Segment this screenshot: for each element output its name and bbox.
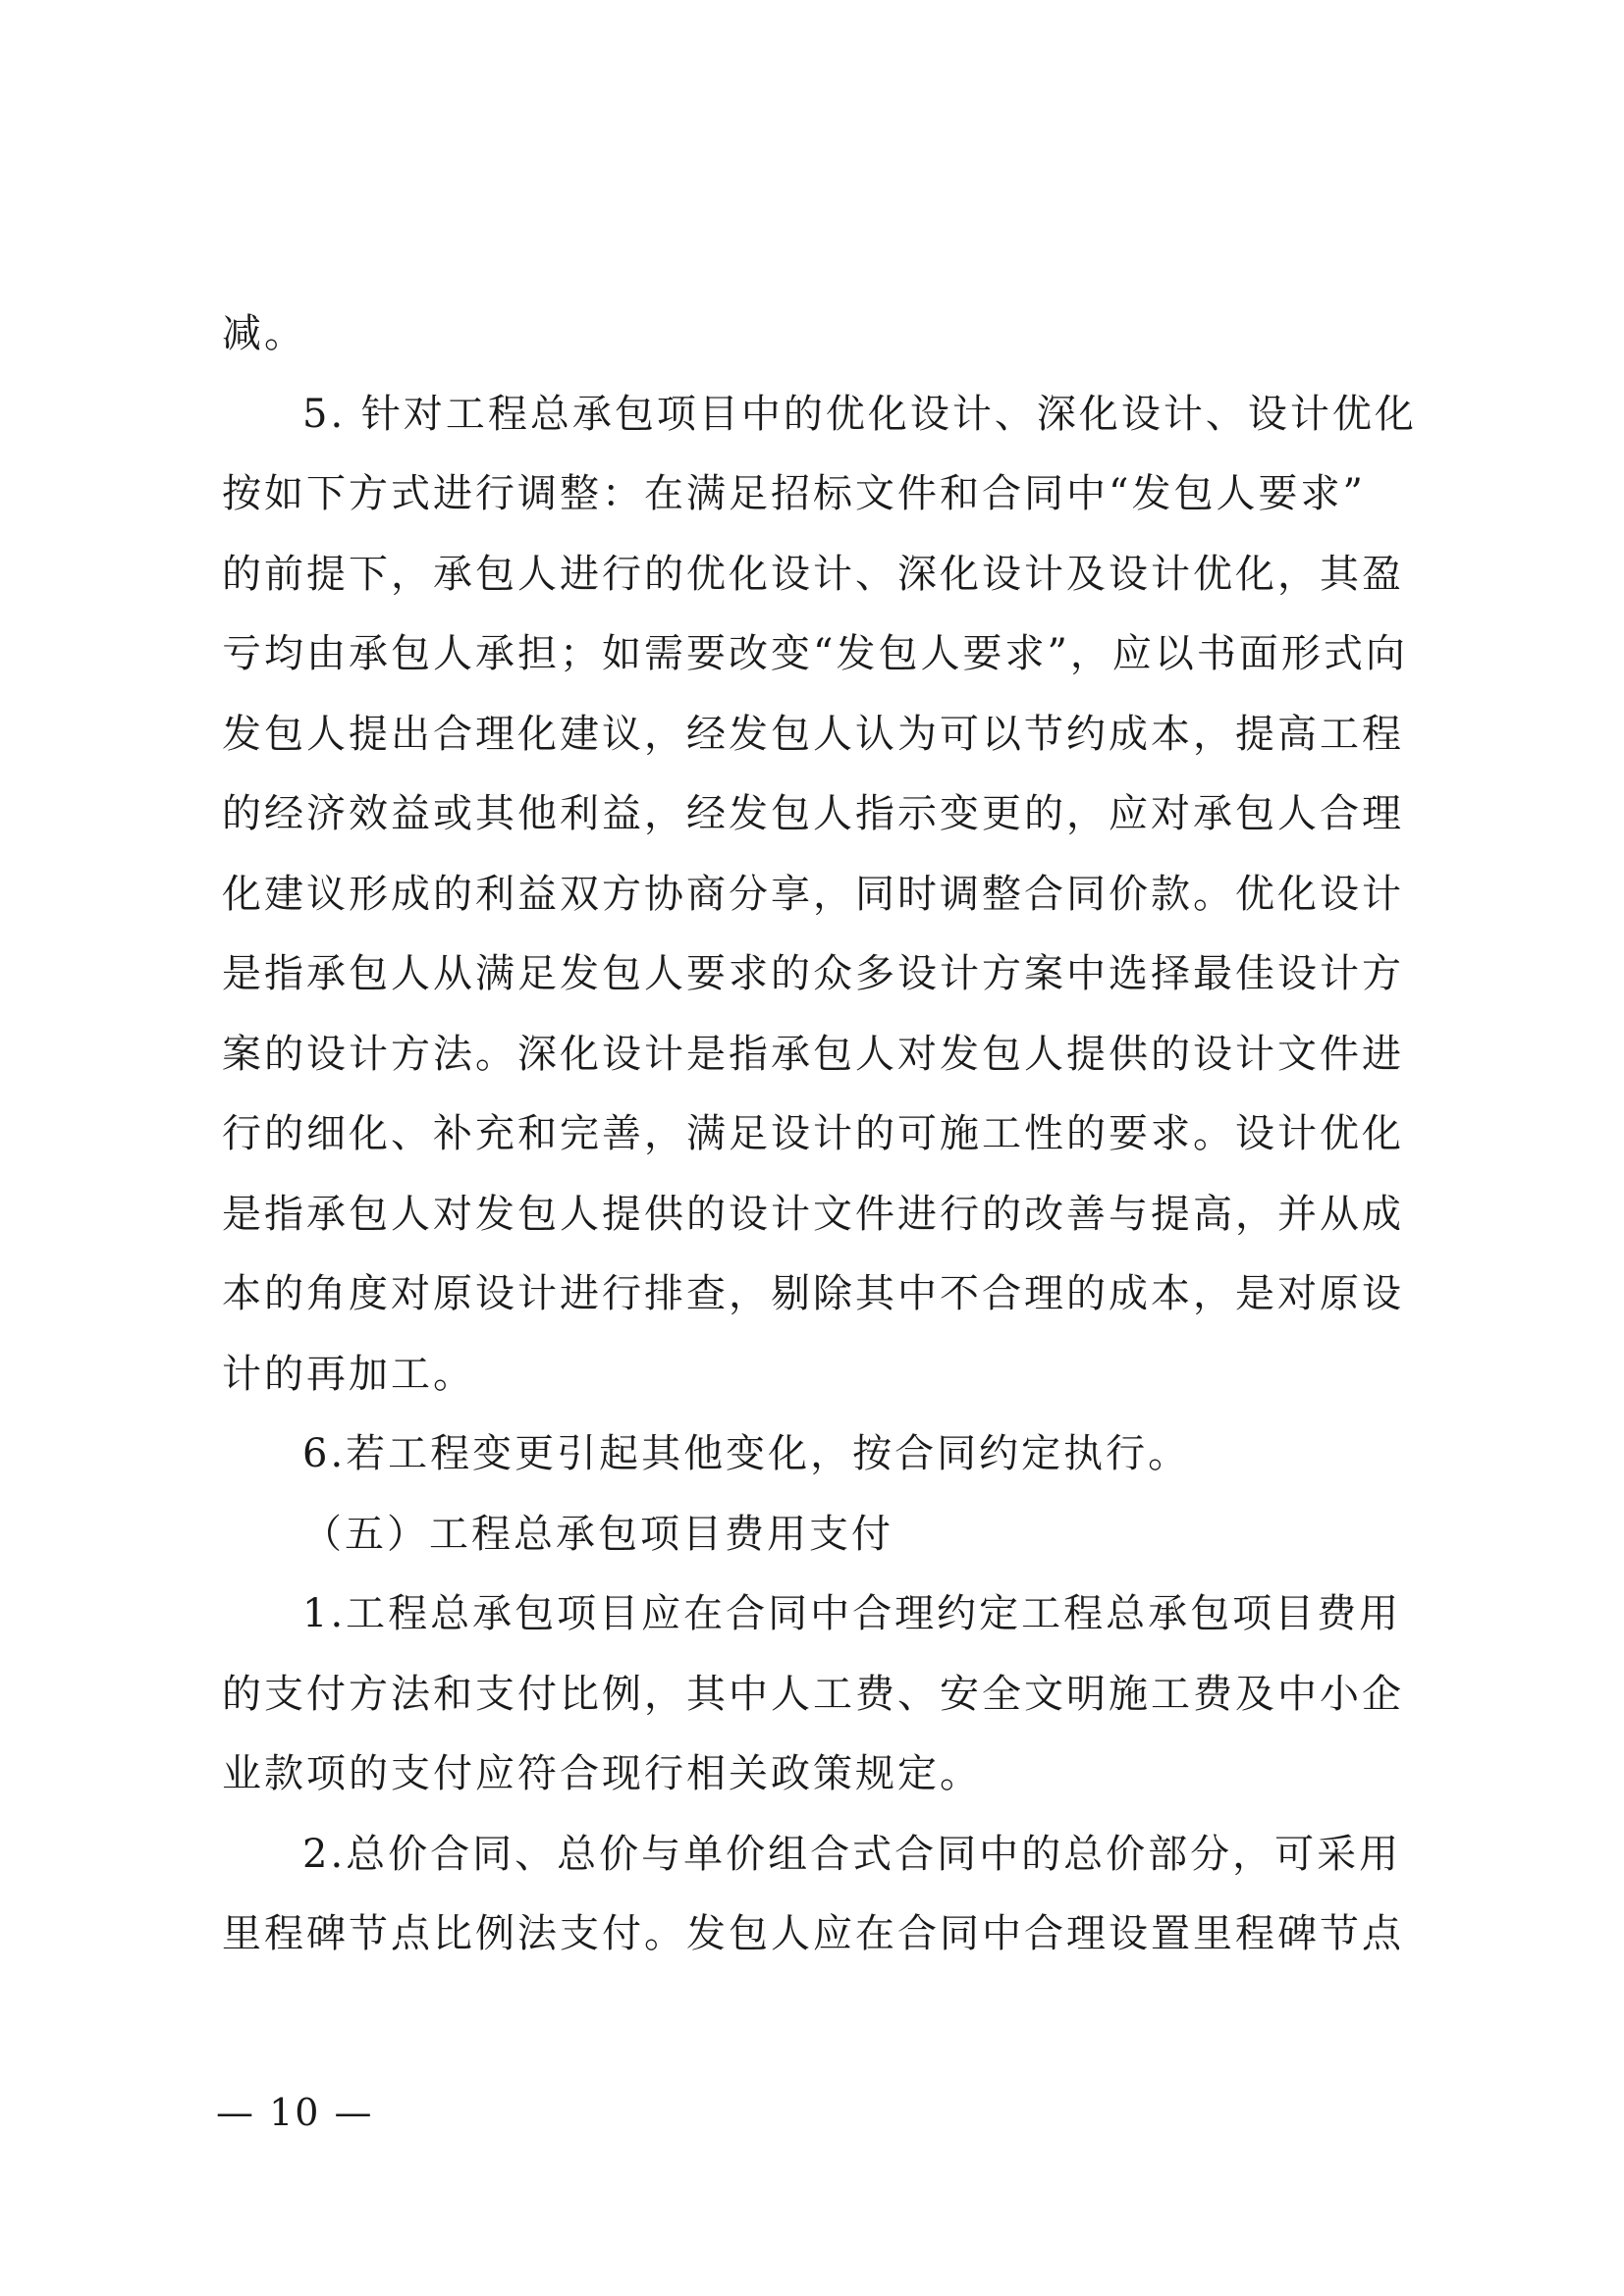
text-line-11: 行的细化、补充和完善，满足设计的可施工性的要求。设计优化 xyxy=(222,1111,1404,1156)
page-number: — 10 — xyxy=(216,2091,374,2134)
text-line-14: 计的再加工。 xyxy=(222,1351,475,1397)
text-line-13: 本的角度对原设计进行排查，剔除其中不合理的成本，是对原设 xyxy=(222,1271,1404,1316)
text-line-2: 5. 针对工程总承包项目中的优化设计、深化设计、设计优化 xyxy=(302,391,1417,437)
text-line-4: 的前提下，承包人进行的优化设计、深化设计及设计优化，其盈 xyxy=(222,551,1404,597)
text-line-3: 按如下方式进行调整：在满足招标文件和合同中“发包人要求” xyxy=(222,471,1366,516)
text-line-9: 是指承包人从满足发包人要求的众多设计方案中选择最佳设计方 xyxy=(222,951,1404,996)
text-line-15: 6.若工程变更引起其他变化，按合同约定执行。 xyxy=(302,1431,1191,1476)
text-line-5: 亏均由承包人承担；如需要改变“发包人要求”，应以书面形式向 xyxy=(222,631,1408,676)
text-line-12: 是指承包人对发包人提供的设计文件进行的改善与提高，并从成 xyxy=(222,1191,1404,1237)
text-line-6: 发包人提出合理化建议，经发包人认为可以节约成本，提高工程 xyxy=(222,711,1404,757)
section-heading: （五）工程总承包项目费用支付 xyxy=(302,1511,893,1557)
text-line-17: 1.工程总承包项目应在合同中合理约定工程总承包项目费用 xyxy=(302,1591,1402,1636)
text-line-8: 化建议形成的利益双方协商分享，同时调整合同价款。优化设计 xyxy=(222,871,1404,917)
text-line-20: 2.总价合同、总价与单价组合式合同中的总价部分，可采用 xyxy=(302,1831,1402,1877)
text-line-18: 的支付方法和支付比例，其中人工费、安全文明施工费及中小企 xyxy=(222,1671,1404,1717)
text-line-10: 案的设计方法。深化设计是指承包人对发包人提供的设计文件进 xyxy=(222,1031,1404,1077)
text-line-19: 业款项的支付应符合现行相关政策规定。 xyxy=(222,1751,982,1796)
text-line-7: 的经济效益或其他利益，经发包人指示变更的，应对承包人合理 xyxy=(222,791,1404,836)
text-line-1: 减。 xyxy=(222,311,306,356)
text-line-21: 里程碑节点比例法支付。发包人应在合同中合理设置里程碑节点 xyxy=(222,1911,1404,1956)
document-body xyxy=(222,294,1439,1975)
